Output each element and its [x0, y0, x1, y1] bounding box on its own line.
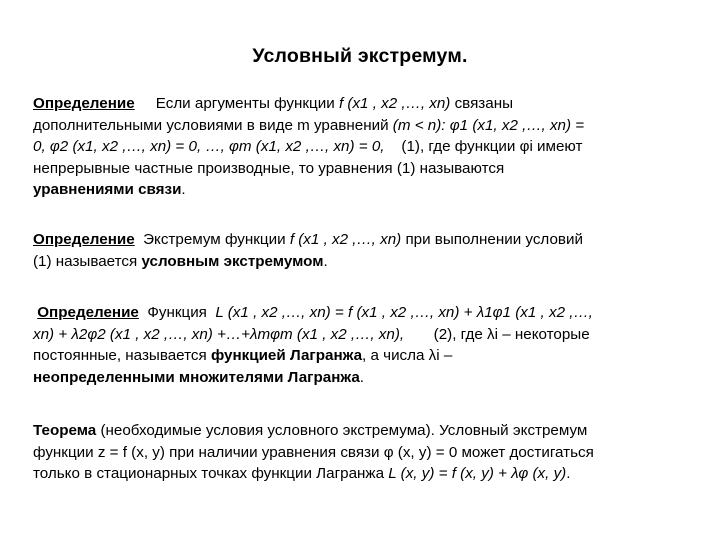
term-bold: условным экстремумом [141, 252, 324, 270]
formula: L (x, y) = f (x, y) + λφ (x, y) [388, 465, 567, 482]
text: связаны [450, 95, 514, 112]
text: . [566, 465, 571, 482]
term-bold: функцией Лагранжа [210, 347, 363, 364]
line [33, 302, 701, 324]
definition-lagrange-function [33, 302, 701, 388]
text: постоянные, называется [33, 347, 211, 364]
text: при выполнении условий [401, 231, 583, 248]
formula: (m < n): φ1 (x1, x2 ,…, xn) = [392, 116, 585, 134]
line [33, 93, 701, 115]
formula: xn) + λ2φ2 (x1 , x2 ,…, xn) +…+λmφm (x1 , x2 ,…, xn), [33, 325, 405, 343]
formula: 0, φ2 (x1, x2 ,…, xn) = 0, …, φm (x1, x2 ,…, xn) = 0, [33, 138, 385, 155]
text: . [359, 368, 364, 386]
line [33, 463, 701, 485]
text: функции z = f (x, y) при наличии уравнения связи φ (x, y) = 0 может достигаться [33, 443, 594, 461]
formula: L (x1 , x2 ,…, xn) = f (x1 , x2 ,…, xn) + λ1φ1 (x1 , x2 ,…, [215, 304, 593, 321]
line [33, 251, 701, 273]
definition-conditional-extremum [33, 229, 701, 272]
definition-term: Определение [33, 95, 135, 112]
text: . [323, 252, 328, 270]
text: непрерывные частные производные, то уравнения (1) называются [33, 159, 505, 177]
line [33, 179, 701, 201]
text: Экстремум функции [134, 231, 290, 248]
definition-term: Определение [37, 304, 139, 321]
term-bold: уравнениями связи [33, 181, 182, 198]
line [33, 136, 701, 158]
line [33, 324, 701, 346]
line [33, 420, 701, 442]
text: (2), где λi – некоторые [404, 325, 590, 343]
line [33, 229, 701, 251]
text: (1) называется [33, 252, 142, 270]
theorem-term: Теорема [33, 422, 97, 439]
slide-title: Условный экстремум. [252, 45, 468, 67]
definition-term: Определение [33, 231, 135, 248]
text: только в стационарных точках функции Лагранжа [33, 465, 389, 482]
theorem [33, 420, 701, 485]
line [33, 158, 701, 180]
text: Если аргументы функции [155, 95, 339, 112]
line [33, 442, 701, 464]
line [33, 345, 701, 367]
text: (необходимые условия условного экстремума). Условный экстремум [96, 422, 588, 439]
term-bold: неопределенными множителями Лагранжа [33, 368, 360, 386]
formula: f (x1 , x2 ,…, xn) [338, 95, 451, 112]
text: (1), где функции φi имеют [384, 138, 583, 155]
formula: f (x1 , x2 ,…, xn) [289, 231, 402, 248]
text: дополнительными условиями в виде m уравнений [33, 116, 393, 134]
text: Функция [138, 304, 216, 321]
text: . [181, 181, 186, 198]
line [33, 367, 701, 389]
text: , а числа λi – [362, 347, 453, 364]
line [33, 115, 701, 137]
definition-constraints [33, 93, 701, 201]
